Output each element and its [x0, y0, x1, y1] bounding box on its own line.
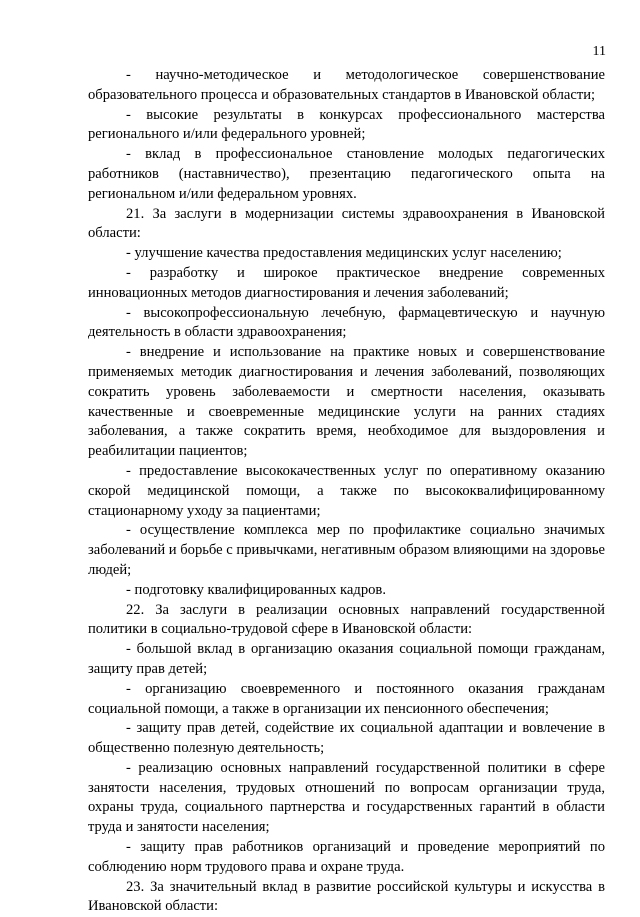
paragraph: - высокие результаты в конкурсах профессионального мастерства регионального и/или федерального уровней; — [88, 106, 605, 143]
paragraph: - защиту прав детей, содействие их социальной адаптации и вовлечение в общественно полезную деятельность; — [88, 720, 605, 757]
paragraph: - вклад в профессиональное становление молодых педагогических работников (наставничество), презентацию педагогического опыта на региональном и/или федеральном уровнях. — [88, 146, 605, 202]
page-number: 11 — [592, 44, 606, 59]
paragraph: - защиту прав работников организаций и проведение мероприятий по соблюдению норм трудового права и охране труда. — [88, 839, 605, 875]
paragraph: - улучшение качества предоставления медицинских услуг населению; — [126, 245, 562, 262]
paragraph: - научно-методическое и методологическое совершенствование образовательного процесса и образовательных стандартов в Ивановской области; — [88, 67, 605, 103]
paragraph: - внедрение и использование на практике новых и совершенствование применяемых методик диагностирования и лечения заболеваний, позволяющих сократить уровень заболеваемости и смертности населения, оказывать качественные и своевременные медицинские услуги на ранних стадиях заболевания, а также сократить время, необходимое для выздоровления и реабилитации пациентов; — [88, 344, 605, 460]
paragraph: - реализацию основных направлений государственной политики в сфере занятости населения, трудовых отношений по вопросам организации труда, охраны труда, социального партнерства и государственных гарантий в области труда и занятости населения; — [88, 759, 605, 836]
paragraph: - высокопрофессиональную лечебную, фармацевтическую и научную деятельность в области здравоохранения; — [88, 304, 605, 341]
paragraph: - осуществление комплекса мер по профилактике социально значимых заболеваний и борьбе с привычками, негативным образом влияющими на здоровье людей; — [88, 522, 605, 578]
paragraph: - предоставление высококачественных услуг по оперативному оказанию скорой медицинской помощи, а также по высококвалифицированному стационарному уходу за пациентами; — [88, 462, 605, 519]
section-heading-23: 23. За значительный вклад в развитие российской культуры и искусства в Ивановской области: — [88, 878, 605, 915]
paragraph: - подготовку квалифицированных кадров. — [126, 581, 386, 598]
section-heading-21: 21. За заслуги в модернизации системы здравоохранения в Ивановской области: — [88, 205, 605, 242]
paragraph: - организацию своевременного и постоянного оказания гражданам социальной помощи, а также в организации их пенсионного обеспечения; — [88, 680, 605, 717]
section-heading-22: 22. За заслуги в реализации основных направлений государственной политики в социально-трудовой сфере в Ивановской области: — [88, 601, 605, 638]
paragraph: - большой вклад в организацию оказания социальной помощи гражданам, защиту прав детей; — [88, 641, 605, 677]
paragraph: - разработку и широкое практическое внедрение современных инновационных методов диагностирования и лечения заболеваний; — [88, 264, 605, 301]
document-body — [88, 66, 605, 917]
